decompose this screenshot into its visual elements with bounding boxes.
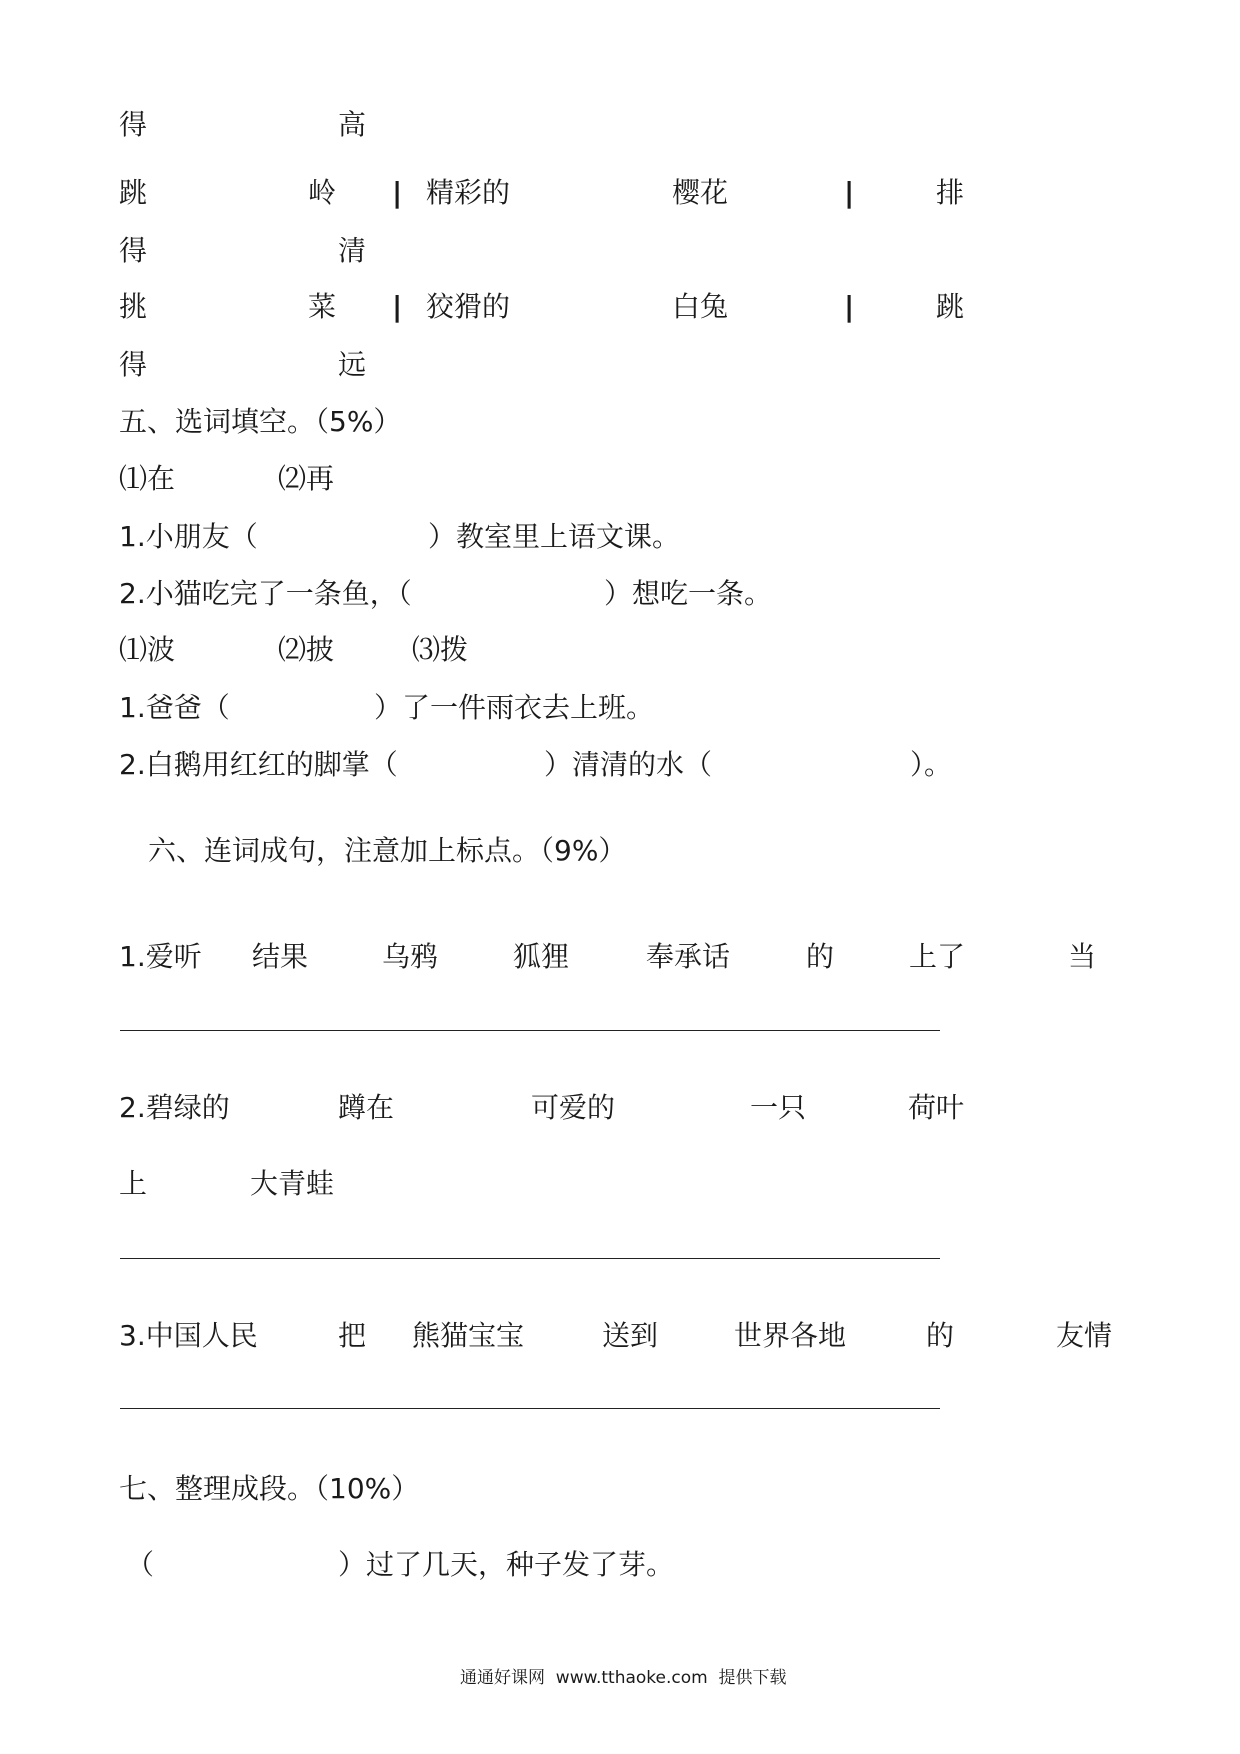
match-row-4-word-c: 狡猾的 bbox=[426, 290, 511, 323]
match-row-4-word-d: 白兔 bbox=[672, 290, 729, 323]
section-7-item-1-left: （ bbox=[126, 1548, 155, 1581]
section-6-q1-word-1: 1.爱听 bbox=[119, 940, 202, 973]
section-7-item-1-right: ）过了几天，种子发了芽。 bbox=[338, 1548, 675, 1581]
match-row-4-separator-1: | bbox=[392, 290, 403, 323]
answer-line-q2 bbox=[120, 1258, 940, 1259]
section-6-q1-word-3: 乌鸦 bbox=[382, 940, 439, 973]
section-6-q3-word-4: 送到 bbox=[602, 1319, 659, 1352]
match-row-3-word-a: 得 bbox=[119, 234, 148, 267]
section-5-option-2: ⑵再 bbox=[278, 462, 335, 495]
section-7-title: 七、整理成段。（10%） bbox=[119, 1472, 420, 1505]
section-6-q3-word-3: 熊猫宝宝 bbox=[412, 1319, 525, 1352]
match-row-4-word-b: 菜 bbox=[308, 290, 337, 323]
match-row-2-word-d: 樱花 bbox=[672, 176, 729, 209]
answer-line-q1 bbox=[120, 1030, 940, 1031]
match-row-5-word-a: 得 bbox=[119, 348, 148, 381]
match-row-2-word-b: 岭 bbox=[308, 176, 337, 209]
match-row-2-separator-2: | bbox=[844, 176, 855, 209]
match-row-4-word-a: 挑 bbox=[119, 290, 148, 323]
answer-line-q3 bbox=[120, 1408, 940, 1409]
match-row-2-word-e: 排 bbox=[936, 176, 965, 209]
section-6-q1-word-7: 上了 bbox=[909, 940, 966, 973]
section-6-q3-word-2: 把 bbox=[338, 1319, 367, 1352]
match-row-5-word-b: 远 bbox=[338, 348, 367, 381]
section-6-q1-word-6: 的 bbox=[806, 940, 835, 973]
match-row-3-word-b: 清 bbox=[338, 234, 367, 267]
section-6-q2-word-5: 荷叶 bbox=[908, 1091, 965, 1124]
section-5-option-b3: ⑶拨 bbox=[412, 633, 469, 666]
section-6-title: 六、连词成句，注意加上标点。（9%） bbox=[148, 834, 627, 867]
match-row-1-word-a: 得 bbox=[119, 108, 148, 141]
match-row-2-word-a: 跳 bbox=[119, 176, 148, 209]
section-5-q3-right: ）了一件雨衣去上班。 bbox=[374, 691, 655, 724]
section-5-option-b2: ⑵披 bbox=[278, 633, 335, 666]
section-6-q2-word-4: 一只 bbox=[750, 1091, 807, 1124]
section-6-q2-word-7: 大青蛙 bbox=[250, 1167, 335, 1200]
section-6-q2-word-3: 可爱的 bbox=[531, 1091, 616, 1124]
section-5-q4-right: ）。 bbox=[910, 748, 953, 781]
section-6-q3-word-5: 世界各地 bbox=[734, 1319, 847, 1352]
match-row-2-separator-1: | bbox=[392, 176, 403, 209]
section-5-option-1: ⑴在 bbox=[119, 462, 176, 495]
section-5-option-b1: ⑴波 bbox=[119, 633, 176, 666]
section-6-q3-word-7: 友情 bbox=[1056, 1319, 1113, 1352]
section-6-q1-word-8: 当 bbox=[1068, 940, 1097, 973]
section-5-q1-right: ）教室里上语文课。 bbox=[428, 520, 681, 553]
section-6-q2-word-1: 2.碧绿的 bbox=[119, 1091, 230, 1124]
section-6-q1-word-4: 狐狸 bbox=[513, 940, 570, 973]
section-6-q2-word-6: 上 bbox=[119, 1167, 148, 1200]
section-5-q4-mid: ）清清的水（ bbox=[544, 748, 713, 781]
section-5-q2-right: ）想吃一条。 bbox=[604, 577, 773, 610]
section-6-q1-word-2: 结果 bbox=[252, 940, 309, 973]
match-row-2-word-c: 精彩的 bbox=[426, 176, 511, 209]
section-5-q4-left: 2.白鹅用红红的脚掌（ bbox=[119, 748, 398, 781]
match-row-4-separator-2: | bbox=[844, 290, 855, 323]
section-5-title: 五、选词填空。（5%） bbox=[119, 405, 402, 438]
section-6-q3-word-6: 的 bbox=[926, 1319, 955, 1352]
section-6-q3-word-1: 3.中国人民 bbox=[119, 1319, 258, 1352]
section-5-q1-left: 1.小朋友（ bbox=[119, 520, 258, 553]
match-row-1-word-b: 高 bbox=[338, 108, 367, 141]
section-6-q1-word-5: 奉承话 bbox=[646, 940, 731, 973]
page-footer: 通通好课网 www.tthaoke.com 提供下载 bbox=[460, 1668, 787, 1688]
section-5-q3-left: 1.爸爸（ bbox=[119, 691, 230, 724]
section-6-q2-word-2: 蹲在 bbox=[338, 1091, 395, 1124]
section-5-q2-left: 2.小猫吃完了一条鱼，（ bbox=[119, 577, 412, 610]
match-row-4-word-e: 跳 bbox=[936, 290, 965, 323]
